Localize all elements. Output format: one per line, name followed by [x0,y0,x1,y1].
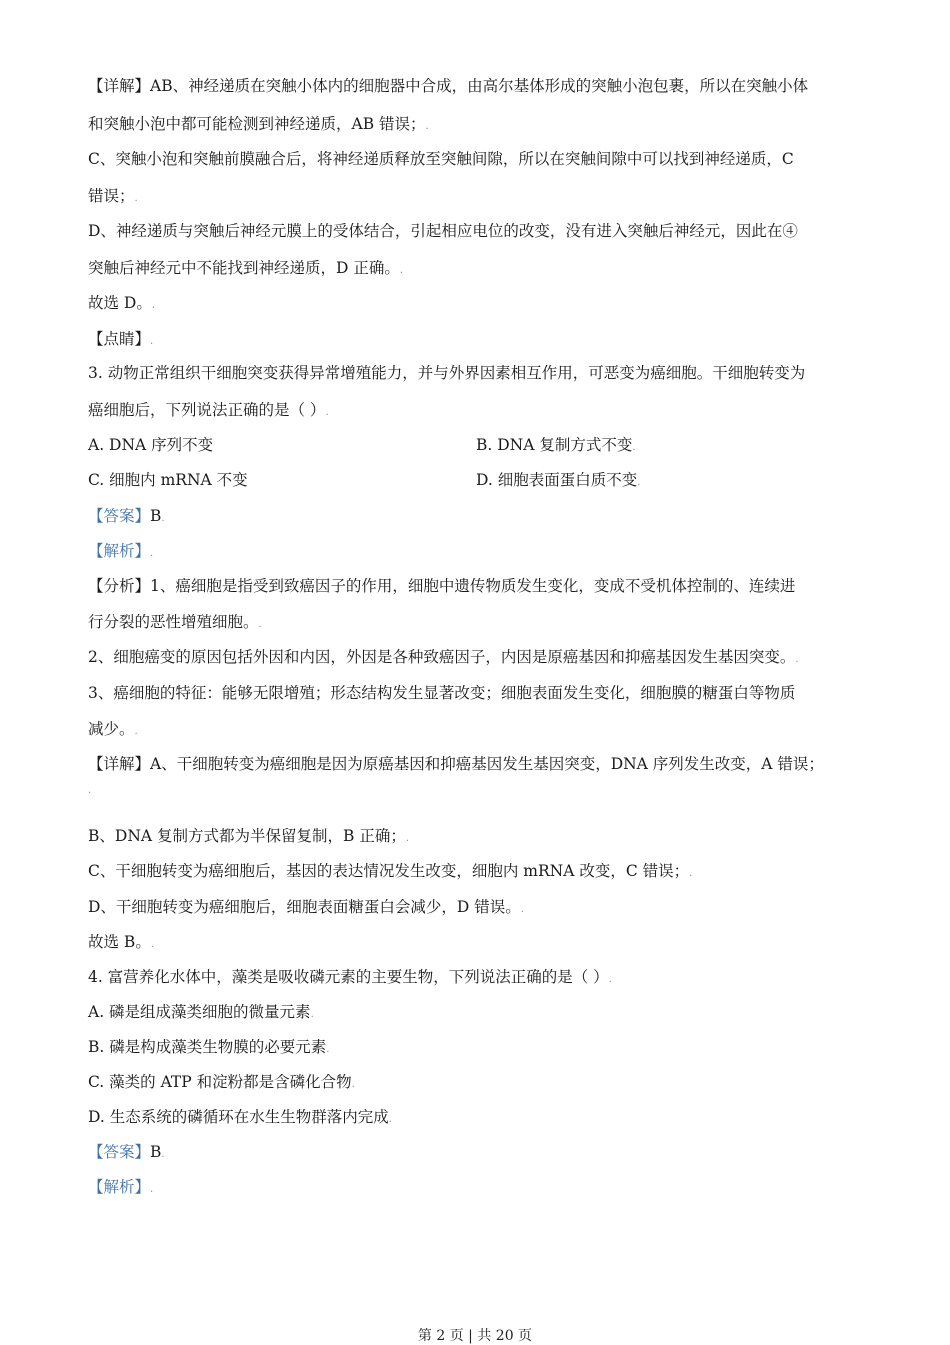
detail-d-line2: 突触后神经元中不能找到神经递质，D 正确。. [88,259,404,277]
answer-tag: 【答案】 [88,507,151,525]
q3-analysis-label: 【解析】. [88,542,154,560]
detail-ab-line2: 和突触小泡中都可能检测到神经递质，AB 错误；. [88,115,429,133]
page-footer: 第 2 页 | 共 20 页 [417,1328,533,1344]
q3-stem-line2: 癌细胞后，下列说法正确的是（ ）. [88,401,329,419]
q3-detail-a-dot: . [88,785,92,796]
q3-option-b: B. DNA 复制方式不变. [476,436,636,454]
detail-d-line1: D、神经递质与突触后神经元膜上的受体结合，引起相应电位的改变，没有进入突触后神经元，因此在④ [88,222,798,240]
detail-c-line2: 错误；. [88,187,138,205]
q4-option-a: A. 磷是组成藻类细胞的微量元素. [88,1003,314,1021]
q4-answer: 【答案】B. [88,1143,165,1161]
q3-option-c: C. 细胞内 mRNA 不变 [88,471,248,489]
analysis-line1: 【分析】1、癌细胞是指受到致癌因子的作用，细胞中遗传物质发生变化，变成不受机体控制的、连续进 [88,577,796,595]
q4-stem: 4. 富营养化水体中，藻类是吸收磷元素的主要生物，下列说法正确的是（ ）. [88,968,612,986]
q3-option-d: D. 细胞表面蛋白质不变. [476,471,641,489]
q4-option-d: D. 生态系统的磷循环在水生生物群落内完成. [88,1108,392,1126]
analysis-line2: 行分裂的恶性增殖细胞。. [88,613,262,631]
q3-detail-a: 【详解】A、干细胞转变为癌细胞是因为原癌基因和抑癌基因发生基因突变，DNA 序列发生改变，A 错误； [88,755,824,773]
q3-stem-line1: 3. 动物正常组织干细胞突变获得异常增殖能力，并与外界因素相互作用，可恶变为癌细胞。干细胞转变为 [88,364,806,382]
q3-option-a: A. DNA 序列不变 [88,436,214,454]
analysis-point3-line2: 减少。. [88,720,138,738]
dianjing-label: 【点睛】. [88,330,154,348]
q3-answer: 【答案】B. [88,507,165,525]
choose-d: 故选 D。. [88,294,156,312]
choose-b: 故选 B。. [88,933,155,951]
analysis-point3-line1: 3、癌细胞的特征：能够无限增殖；形态结构发生显著改变；细胞表面发生变化，细胞膜的糖蛋白等物质 [88,684,796,702]
detail-ab-line1: 【详解】AB、神经递质在突触小体内的细胞器中合成，由高尔基体形成的突触小泡包裹，所以在突触小体 [88,77,809,95]
q3-detail-c: C、干细胞转变为癌细胞后，基因的表达情况发生改变，细胞内 mRNA 改变，C 错误；. [88,862,693,880]
q3-detail-b: B、DNA 复制方式都为半保留复制，B 正确；. [88,827,410,845]
analysis-point2: 2、细胞癌变的原因包括外因和内因，外因是各种致癌因子，内因是原癌基因和抑癌基因发生基因突变。. [88,648,799,666]
detail-c-line1: C、突触小泡和突触前膜融合后，将神经递质释放至突触间隙，所以在突触间隙中可以找到神经递质，C [88,150,794,168]
q4-analysis-label: 【解析】. [88,1178,154,1196]
q3-detail-d: D、干细胞转变为癌细胞后，细胞表面糖蛋白会减少，D 错误。. [88,898,524,916]
q4-option-b: B. 磷是构成藻类生物膜的必要元素. [88,1038,330,1056]
q4-option-c: C. 藻类的 ATP 和淀粉都是含磷化合物. [88,1073,355,1091]
